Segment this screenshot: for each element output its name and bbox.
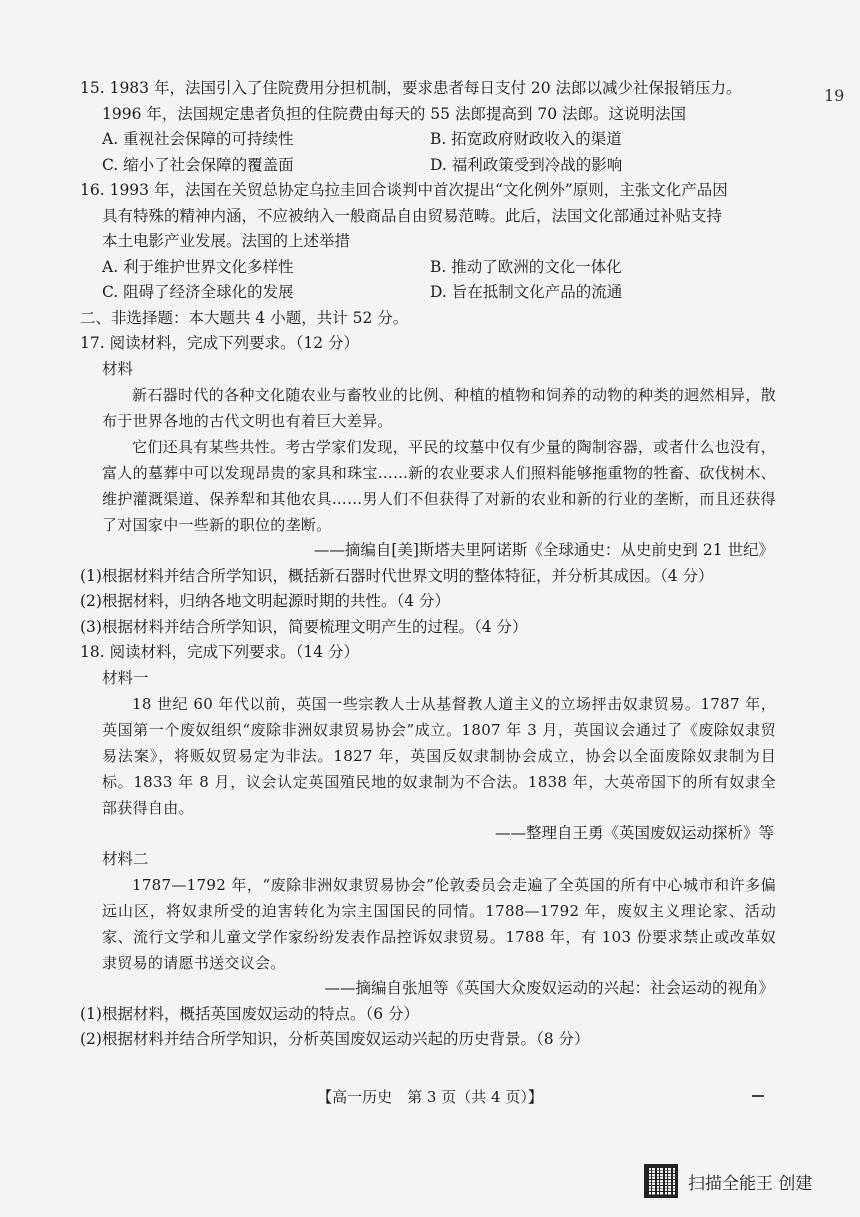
material-source: ——摘编自张旭等《英国大众废奴运动的兴起：社会运动的视角》 — [324, 979, 774, 997]
material-label: 材料二 — [102, 849, 149, 868]
question-16-stem-line3: 本土电影产业发展。法国的上述举措 — [102, 232, 351, 250]
material-source: ——摘编自[美]斯塔夫里阿诺斯《全球通史：从史前史到 21 世纪》 — [313, 541, 774, 559]
scanner-watermark — [644, 1164, 812, 1198]
question-15-options-row1 — [80, 127, 780, 153]
exam-content — [80, 76, 780, 1053]
option-d: D. 旨在抵制文化产品的流通 — [430, 283, 623, 301]
page-footer: 【高一历史 第 3 页（共 4 页）】 — [317, 1088, 543, 1106]
option-b: B. 拓宽政府财政收入的渠道 — [430, 130, 622, 148]
material-label: 材料一 — [102, 668, 149, 687]
footer-mark — [752, 1095, 764, 1097]
question-16-stem-line1: 16. 1993 年，法国在关贸总协定乌拉圭回合谈判中首次提出“文化例外”原则，主张文化产品因 — [80, 181, 728, 199]
question-17-title: 17. 阅读材料，完成下列要求。（12 分） — [80, 334, 359, 352]
material-label: 材料 — [102, 359, 134, 378]
section-heading: 二、非选择题：本大题共 4 小题，共计 52 分。 — [80, 308, 409, 327]
option-b: B. 推动了欧洲的文化一体化 — [430, 257, 622, 276]
option-c: C. 阻碍了经济全球化的发展 — [102, 283, 294, 301]
sub-question: (1)根据材料并结合所学知识，概括新石器时代世界文明的整体特征，并分析其成因。（4 分） — [80, 566, 714, 585]
option-c: C. 缩小了社会保障的覆盖面 — [102, 155, 294, 174]
qr-code-icon — [644, 1164, 678, 1198]
question-16-options-row1 — [80, 255, 780, 281]
option-d: D. 福利政策受到冷战的影响 — [430, 155, 623, 174]
question-15-options-row2 — [80, 153, 780, 179]
material-paragraph: 新石器时代的各种文化随农业与畜牧业的比例、种植的植物和饲养的动物的种类的迥然相异，散布于世界各地的古代文明也有着巨大差异。 — [102, 386, 776, 430]
question-15-stem-line1: 15. 1983 年，法国引入了住院费用分担机制，要求患者每日支付 20 法郎以减少社保报销压力。 — [80, 79, 742, 97]
question-18-title: 18. 阅读材料，完成下列要求。（14 分） — [80, 643, 359, 661]
material-paragraph: 它们还具有某些共性。考古学家们发现，平民的坟墓中仅有少量的陶制容器，或者什么也没有，富人的墓葬中可以发现昂贵的家具和珠宝……新的农业要求人们照料能够拖重物的牲畜、砍伐树木、维护灌溉渠道、保养犁和其他农具……男人们不但获得了对新的农业和新的行业的垄断，而且还获得了对国家中一些新的职位的垄断。 — [102, 438, 776, 534]
sub-question: (3)根据材料并结合所学知识，简要梳理文明产生的过程。（4 分） — [80, 617, 528, 636]
question-16 — [80, 178, 780, 306]
sub-question: (2)根据材料并结合所学知识，分析英国废奴运动兴起的历史背景。（8 分） — [80, 1030, 590, 1048]
question-17 — [80, 331, 780, 640]
question-18 — [80, 640, 780, 1053]
watermark-text: 扫描全能王 创建 — [688, 1173, 813, 1194]
material-source: ——整理自王勇《英国废奴运动探析》等 — [494, 824, 774, 842]
question-16-options-row2 — [80, 280, 780, 306]
material-paragraph: 18 世纪 60 年代以前，英国一些宗教人士从基督教人道主义的立场抨击奴隶贸易。1787 年，英国第一个废奴组织“废除非洲奴隶贸易协会”成立。1807 年 3 月，英国议会通过了《废除奴隶贸易法案》，将贩奴贸易定为非法。1827 年，英国反奴隶制协会成立，协会以全面废除奴隶制为目标。1833 年 8 月，议会认定英国殖民地的奴隶制为不合法。1838 年，大英帝国下的所有奴隶全部获得自由。 — [102, 695, 776, 817]
question-15 — [80, 76, 780, 178]
question-15-stem-line2: 1996 年，法国规定患者负担的住院费由每天的 55 法郎提高到 70 法郎。这说明法国 — [102, 104, 687, 123]
material-paragraph: 1787—1792 年，“废除非洲奴隶贸易协会”伦敦委员会走遍了全英国的所有中心城市和许多偏远山区，将奴隶所受的迫害转化为宗主国国民的同情。1788—1792 年，废奴主义理论家、活动家、流行文学和儿童文学作家纷纷发表作品控诉奴隶贸易。1788 年，有 103 份要求禁止或改革奴隶贸易的请愿书送交议会。 — [102, 876, 776, 972]
cropped-page-number: 19 — [824, 86, 845, 105]
option-a: A. 重视社会保障的可持续性 — [102, 130, 294, 148]
sub-question: (1)根据材料，概括英国废奴运动的特点。（6 分） — [80, 1004, 419, 1023]
question-16-stem-line2: 具有特殊的精神内涵，不应被纳入一般商品自由贸易范畴。此后，法国文化部通过补贴支持 — [102, 206, 723, 225]
option-a: A. 利于维护世界文化多样性 — [102, 257, 294, 276]
sub-question: (2)根据材料，归纳各地文明起源时期的共性。（4 分） — [80, 592, 450, 610]
